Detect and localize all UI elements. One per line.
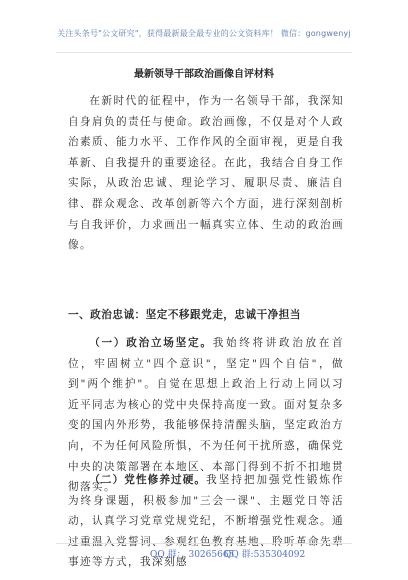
subsection-2-title: （二）党性修养过硬。 bbox=[89, 474, 207, 486]
footer-divider bbox=[56, 543, 352, 544]
intro-paragraph: 在新时代的征程中，作为一名领导干部，我深知自身肩负的责任与使命。政治画像，不仅是对个人政治素质、能力水平、工作作风的全面审视，更是自我革新、自我提升的重要途径。在此，我结合自身工作实际，从政治忠诚、理论学习、履职尽责、廉洁自律、群众观念、改革创新等六个方面，进行深刻剖析与自我评价，力求画出一幅真实立体、生动的政治画像。 bbox=[68, 95, 344, 252]
subsection-1-text: 我始终将讲政治放在首位，牢固树立"四个意识"，坚定"四个自信"，做到"两个维护"。自觉在思想上政治上行动上同以习近平同志为核心的党中央保持高度一致。面对复杂多变的国内外形势，我能够保持清醒头脑，坚定政治方向，不为任何风险所惧，不为任何干扰所惑，确保党中央的决策部署在本地区、本部门得到不折不扣地贯彻落实。 bbox=[68, 337, 345, 494]
subsection-1-title: （一）政治立场坚定。 bbox=[89, 337, 213, 349]
document-title: 最新领导干部政治画像自评材料 bbox=[134, 69, 274, 80]
subsection-2-text: 我坚持把加强党性锻炼作为终身课题，积极参加"三会一课"、主题党日等活动，认真学习党章党规党纪，不断增强党性观念。通过重温入党誓词、参观红色教育基地、聆听革命先辈事迹等方式，我深刻感 bbox=[68, 474, 344, 569]
qq-group-2: QQ 群:535304092 bbox=[224, 550, 306, 560]
section-heading: 一、政治忠诚：坚定不移跟党走，忠诚干净担当 bbox=[68, 309, 301, 321]
header-note: 关注头条号"公文研究"，获得最新最全最专业的公文资料库！ 微信：gongwenyj bbox=[57, 29, 351, 38]
qq-group-1: QQ 群： 30265665 bbox=[150, 550, 235, 560]
header-divider bbox=[56, 52, 352, 53]
